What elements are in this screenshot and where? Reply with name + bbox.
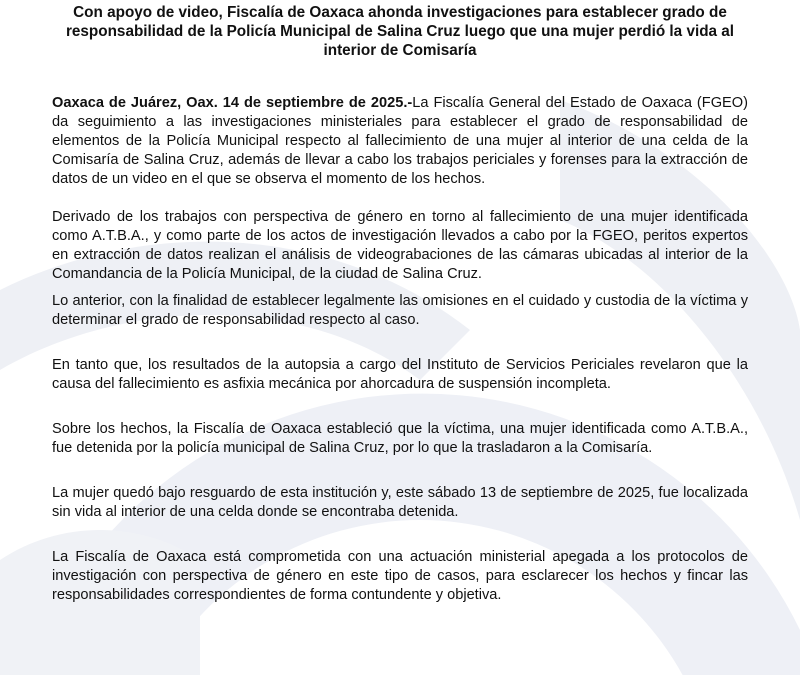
paragraph-lead — [52, 94, 748, 189]
paragraph: Lo anterior, con la finalidad de establecer legalmente las omisiones en el cuidado y custodia de la víctima y determinar el grado de responsabilidad respecto al caso. — [52, 293, 748, 328]
paragraph: Derivado de los trabajos con perspectiva de género en torno al fallecimiento de una mujer identificada como A.T.B.A., y como parte de los actos de investigación llevados a cabo por la FGEO, peritos expertos en extracción de datos realizan el análisis de videograbaciones de las cámaras ubicadas al interior de la Comandancia de la Policía Municipal, de la ciudad de Salina Cruz. — [52, 209, 748, 282]
paragraph: Sobre los hechos, la Fiscalía de Oaxaca estableció que la víctima, una mujer identificada como A.T.B.A., fue detenida por la policía municipal de Salina Cruz, por lo que la trasladaron a la Comisaría. — [52, 421, 748, 456]
paragraph: La Fiscalía de Oaxaca está comprometida con una actuación ministerial apegada a los protocolos de investigación con perspectiva de género en este tipo de casos, para esclarecer los hechos y fincar las responsabilidades correspondientes de forma contundente y objetiva. — [52, 549, 748, 603]
dateline: Oaxaca de Juárez, Oax. 14 de septiembre de 2025.- — [52, 95, 413, 111]
paragraph-text: La Fiscalía General del Estado de Oaxaca (FGEO) da seguimiento a las investigaciones ministeriales para establecer el grado de responsabilidad de elementos de la Policía Municipal respecto al fallecimiento de una mujer al interior de una celda de la Comisaría de Salina Cruz, además de llevar a cabo los trabajos periciales y forenses para la extracción de datos de un video en el que se observa el momento de los hechos. — [52, 95, 748, 187]
paragraph: En tanto que, los resultados de la autopsia a cargo del Instituto de Servicios Periciales revelaron que la causa del fallecimiento es asfixia mecánica por ahorcadura de suspensión incompleta. — [52, 357, 748, 392]
headline: Con apoyo de video, Fiscalía de Oaxaca ahonda investigaciones para establecer grado de responsabilidad de la Policía Municipal de Salina Cruz luego que una mujer perdió la vida al interior de Comisaría — [65, 4, 735, 59]
paragraph: La mujer quedó bajo resguardo de esta institución y, este sábado 13 de septiembre de 2025, fue localizada sin vida al interior de una celda donde se encontraba detenida. — [52, 485, 748, 520]
